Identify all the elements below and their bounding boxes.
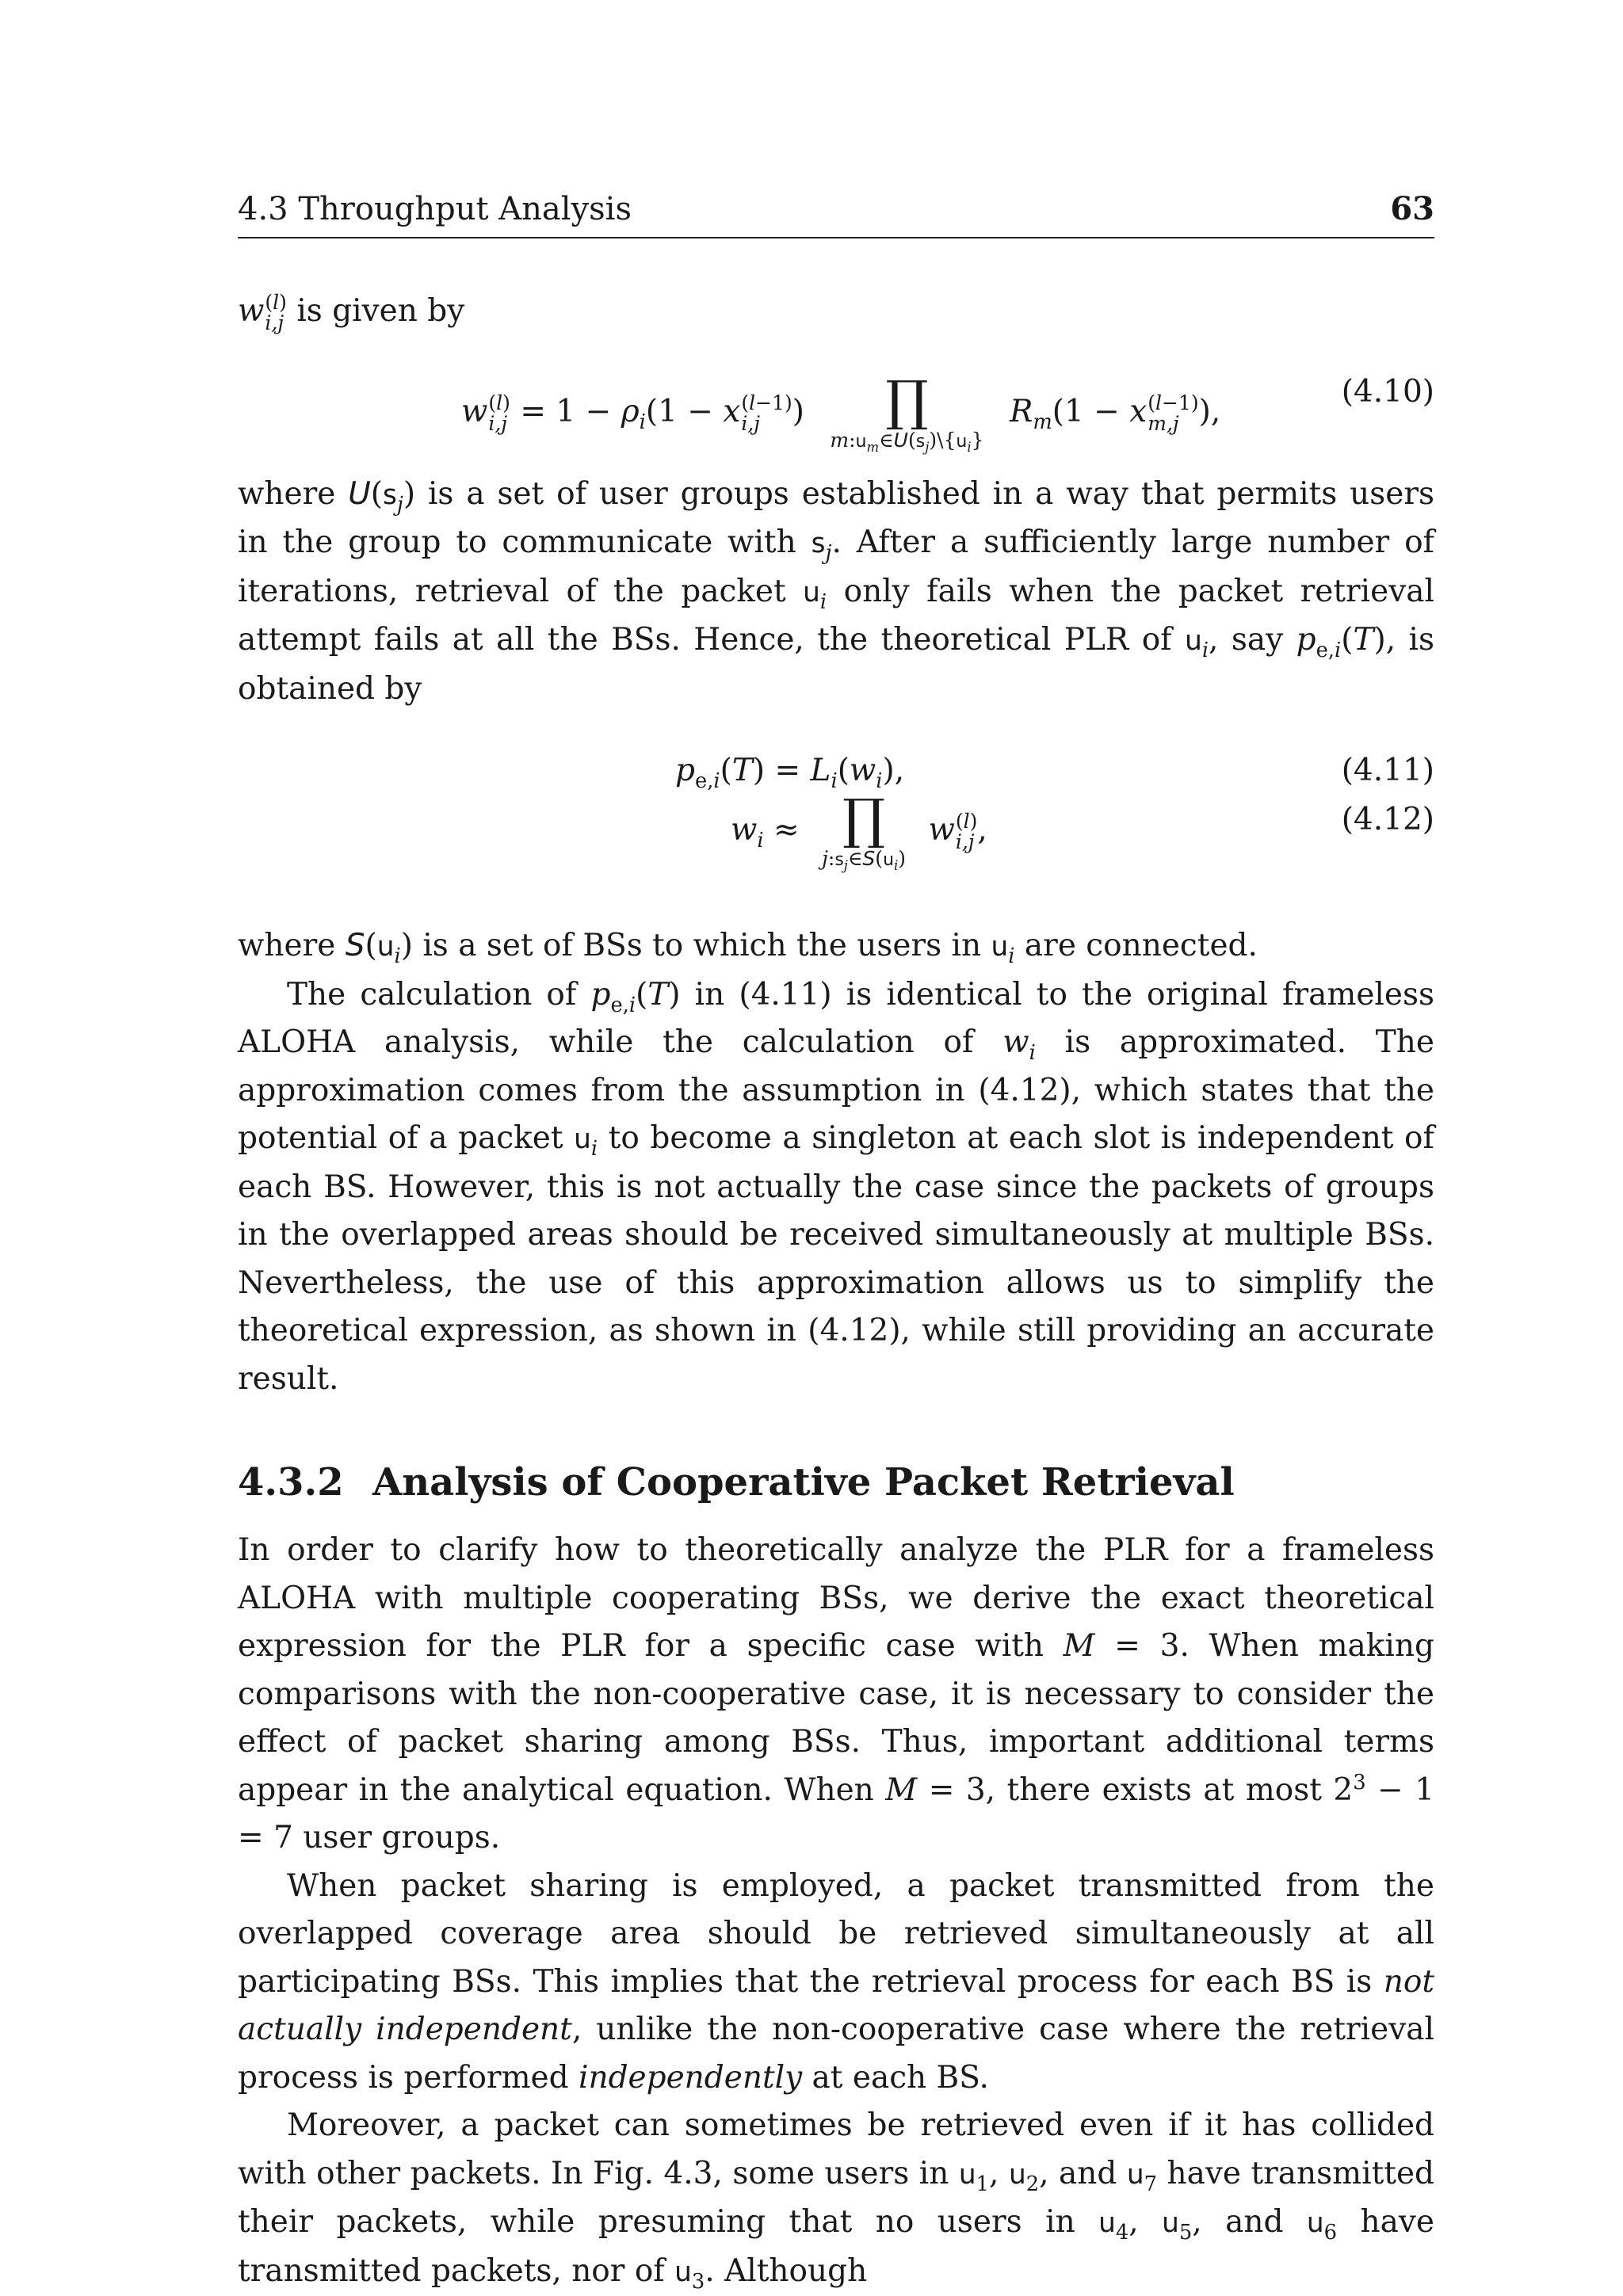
paragraph-5: When packet sharing is employed, a packet transmitted from the overlapped coverage area should be retrieved simultaneously at all participating BSs. This implies that the retrieval process for each BS is not actually independent, unlike the non-cooperative case where the retrieval process is performed independently at each BS.: [238, 1867, 1434, 2096]
page-number: 63: [1390, 190, 1434, 227]
intro-line: w (l) i,j is given by: [238, 291, 465, 334]
equation-4-12: [238, 788, 1434, 897]
paragraph-6: Moreover, a packet can sometimes be retrieved even if it has collided with other packets. In Fig. 4.3, some users in $u_1$, $u_2$, and $u_7$ have transmitted their packets, while presuming that no users in $u_4$, $u_5$, and $u_6$ have transmitted packets, nor of $u_3$. Although: [238, 2107, 1434, 2294]
equation-4-10: [238, 350, 1434, 461]
running-header-section: 4.3 Throughput Analysis: [238, 191, 632, 227]
paragraph-4: In order to clarify how to theoretically analyze the PLR for a frameless ALOHA with multiple cooperating BSs, we derive the exact theoretical expression for the PLR for a specific case with M = 3. When making comparisons with the non-cooperative case, it is necessary to consider the effect of packet sharing among BSs. Thus, important additional terms appear in the analytical equation. When M = 3, there exists at most $2^3 - 1 = 7$ user groups.: [238, 1532, 1435, 1855]
intro-text: is given by: [296, 293, 465, 329]
paragraph-2: where $S(u_i)$ is a set of BSs to which the users in $u_i$ are connected.: [238, 928, 1258, 968]
equation-4-11-body: $p_{e,i}(T) = L_i(w_i)$,: [675, 753, 905, 793]
section-number: 4.3.2: [238, 1460, 344, 1505]
page: [238, 190, 1434, 2296]
equation-number-4-12: (4.12): [1341, 802, 1434, 837]
equation-number-4-10: (4.10): [1341, 373, 1434, 410]
section-heading: [238, 1459, 1434, 1506]
running-header: [238, 190, 1434, 238]
equation-4-12-body: $w_i$ ≈ ∏ $j:s_j\in S(u_i)$ w (l) i,j ,: [731, 788, 987, 873]
equation-4-10-body: w (l) i,j = $1 - \rho_i(1 - x$ (l−1) i,j ) ∏ $m:u_m\in U(s_j)\backslash\{u_i\}$ $R_m(1 - x$ (l−1) m,j ),: [461, 369, 1221, 455]
paragraph-1: where $U(s_j)$ is a set of user groups established in a way that permits users in the group to communicate with $s_j$. After a sufficiently large number of iterations, retrieval of the packet $u_i$ only fails when the packet retrieval attempt fails at all the BSs. Hence, the theoretical PLR of $u_i$, say $p_{e,i}(T)$, is obtained by: [238, 475, 1435, 707]
section-title: Analysis of Cooperative Packet Retrieval: [372, 1460, 1235, 1505]
paragraph-3: The calculation of $p_{e,i}(T)$ in (4.11) is identical to the original frameless ALOHA analysis, while the calculation of $w_i$ is approximated. The approximation comes from the assumption in (4.12), which states that the potential of a packet $u_i$ to become a singleton at each slot is independent of each BS. However, this is not actually the case since the packets of groups in the overlapped areas should be received simultaneously at multiple BSs. Nevertheless, the use of this approximation allows us to simplify the theoretical expression, as shown in (4.12), while still providing an accurate result.: [238, 976, 1434, 1397]
equation-number-4-11: (4.11): [1341, 753, 1434, 788]
